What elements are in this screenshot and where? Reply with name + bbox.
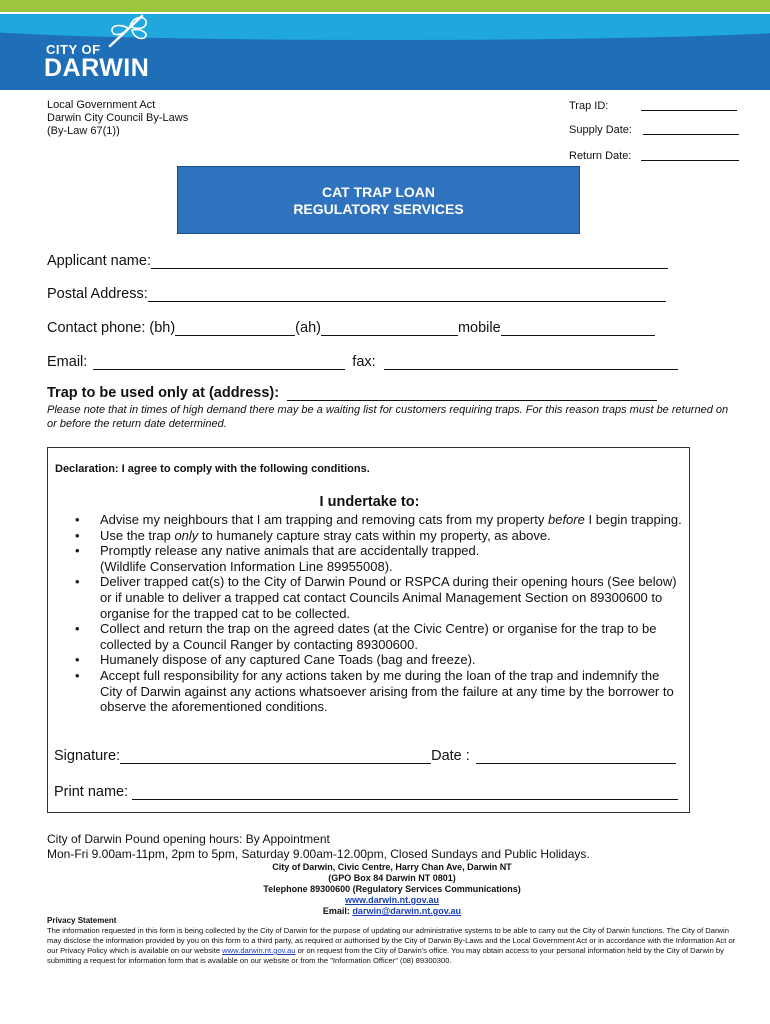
bullet: •: [75, 543, 80, 559]
privacy-statement: The information requested in this form is being collected by the City of Darwin for the purpose of updating our administrative systems to be able to carry out the City of Darwin functions. The City of Darwin may disclose the information provided by you on this form to a third party, as required or authorised by the City of Darwin By-Laws and the Local Government Act or in accordance with the Information Act or our Privacy Policy which is available on our website www.darwin.nt.gov.au or on request from the City of Darwin's office. You may obtain access to your personal information held by the City of Darwin by submitting a request for information form that is available on our website or from the "Information Officer" (08) 89300300.: [47, 926, 736, 965]
mobile-field[interactable]: [501, 321, 655, 336]
applicant-name-field[interactable]: [151, 254, 668, 269]
phone-bh-field[interactable]: [175, 321, 295, 336]
condition-item: • Collect and return the trap on the agreed dates (at the Civic Centre) or organise for the trap to be collected by a Council Ranger by contacting 89300600.: [75, 621, 657, 652]
phone-ah-label: (ah): [295, 320, 321, 336]
condition-item: • Advise my neighbours that I am trapping and removing cats from my property before I begin trapping.: [75, 512, 682, 527]
bullet: •: [75, 512, 80, 527]
return-date-label: Return Date:: [569, 150, 632, 162]
city-of-darwin-logo: [44, 14, 164, 84]
bullet: •: [75, 527, 80, 543]
condition-item: • Accept full responsibility for any actions taken by me during the loan of the trap and indemnify the City of Darwin against any actions whatsoever arising from the failure at any time by the borrower to observe the aforementioned conditions.: [75, 667, 674, 715]
declaration-box: [47, 447, 690, 813]
gpo-box: (GPO Box 84 Darwin NT 0801): [328, 873, 456, 883]
phone-row: [47, 320, 655, 336]
privacy-website-link[interactable]: www.darwin.nt.gov.au: [222, 946, 296, 955]
email-label: Email:: [47, 354, 88, 370]
header-banner: [0, 0, 770, 90]
supply-date-field[interactable]: [643, 124, 739, 135]
telephone: Telephone 89300600 (Regulatory Services Communications): [263, 884, 521, 894]
waiting-list-note: Please note that in times of high demand there may be a waiting list for customers requiring traps. For this reason traps must be returned on or before the return date determined.: [47, 404, 729, 430]
print-name-row: [54, 784, 678, 800]
trap-address-row: [47, 385, 657, 401]
conditions-list: [72, 512, 682, 715]
website-row: [47, 895, 737, 906]
fax-label: fax:: [352, 354, 376, 370]
date-field[interactable]: [476, 749, 676, 764]
fax-field[interactable]: [384, 355, 678, 370]
mobile-label: mobile: [457, 320, 501, 336]
condition-item: • Use the trap only to humanely capture stray cats within my property, as above.: [75, 527, 551, 543]
postal-label: Postal Address:: [47, 286, 148, 302]
date-label: Date :: [431, 748, 470, 764]
undertake-heading: I undertake to:: [319, 494, 420, 510]
signature-field[interactable]: [120, 749, 431, 764]
condition-item: • Deliver trapped cat(s) to the City of Darwin Pound or RSPCA during their opening hours (See below) or if unable to deliver a trapped cat contact Councils Animal Management Section on 89300600 to organise for the trapped cat to be collected.: [75, 574, 677, 621]
trap-address-label: Trap to be used only at (address):: [47, 385, 280, 401]
banner-green-stripe: [0, 0, 770, 12]
bullet: •: [75, 574, 80, 590]
email-contact-row: [47, 906, 737, 917]
phone-ah-field[interactable]: [321, 321, 458, 336]
form-title-box: [177, 166, 580, 234]
signature-row: [54, 748, 676, 764]
website-link[interactable]: www.darwin.nt.gov.au: [344, 895, 439, 905]
bullet: •: [75, 621, 80, 637]
email-field[interactable]: [93, 355, 345, 370]
logo-darwin: DARWIN: [44, 54, 150, 82]
condition-item: • Humanely dispose of any captured Cane Toads (bag and freeze).: [75, 652, 476, 668]
trap-address-field[interactable]: [287, 386, 657, 401]
bullet: •: [75, 667, 80, 683]
postal-address-field[interactable]: [148, 287, 666, 302]
pound-hours-line: City of Darwin Pound opening hours: By Appointment: [47, 832, 330, 846]
trap-id-label: Trap ID:: [569, 100, 609, 112]
bullet: •: [75, 652, 80, 668]
email-contact-label: Email:: [322, 906, 353, 916]
postal-row: [47, 286, 666, 302]
print-name-label: Print name:: [54, 784, 129, 800]
legislation-line: Darwin City Council By-Laws: [47, 112, 189, 124]
logo-city-of: CITY OF: [46, 42, 101, 57]
form-title: CAT TRAP LOAN: [321, 184, 436, 200]
return-date-field[interactable]: [641, 150, 739, 161]
pound-hours-line: Mon-Fri 9.00am-11pm, 2pm to 5pm, Saturday 9.00am-12.00pm, Closed Sundays and Public Holidays.: [47, 846, 590, 861]
form-subtitle: REGULATORY SERVICES: [293, 201, 464, 217]
phone-bh-label: Contact phone: (bh): [47, 320, 176, 336]
legislation-line: Local Government Act: [47, 99, 156, 111]
civic-address: City of Darwin, Civic Centre, Harry Chan Ave, Darwin NT: [272, 862, 512, 872]
email-row: [47, 354, 678, 370]
declaration-title: Declaration: I agree to comply with the following conditions.: [55, 463, 370, 475]
applicant-row: [47, 253, 668, 269]
supply-date-label: Supply Date:: [569, 124, 632, 136]
dragonfly-icon: [102, 14, 152, 48]
signature-label: Signature:: [54, 748, 121, 764]
print-name-field[interactable]: [132, 785, 678, 800]
email-link[interactable]: darwin@darwin.nt.gov.au: [352, 906, 462, 916]
pound-hours: [47, 832, 737, 861]
privacy-title: Privacy Statement: [47, 916, 117, 925]
legislation-line: (By-Law 67(1)): [47, 125, 120, 137]
condition-item: • Promptly release any native animals that are accidentally trapped. (Wildlife Conservation Information Line 89955008).: [75, 543, 480, 574]
trap-id-field[interactable]: [641, 100, 737, 111]
applicant-label: Applicant name:: [47, 253, 151, 269]
legislation-reference: [47, 99, 188, 138]
